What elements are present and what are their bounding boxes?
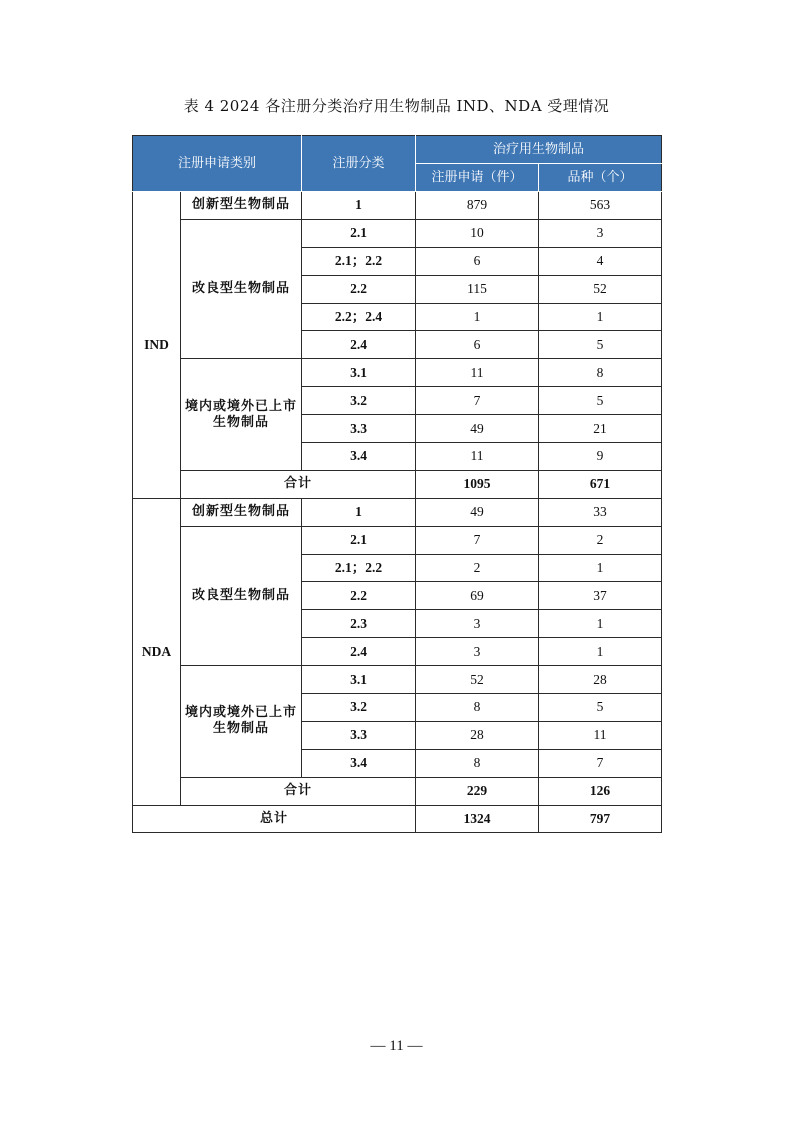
varieties-cell: 3 — [539, 219, 662, 247]
subtotal-label: 合计 — [181, 777, 416, 805]
class-cell: 1 — [302, 498, 416, 526]
class-cell: 3.4 — [302, 443, 416, 471]
ind-label: IND — [133, 192, 181, 499]
ind-category-marketed: 境内或境外已上市生物制品 — [181, 359, 302, 471]
varieties-cell: 21 — [539, 415, 662, 443]
apps-cell: 7 — [416, 526, 539, 554]
varieties-cell: 1 — [539, 303, 662, 331]
apps-cell: 2 — [416, 554, 539, 582]
varieties-cell: 11 — [539, 721, 662, 749]
nda-category-marketed: 境内或境外已上市生物制品 — [181, 666, 302, 778]
class-cell: 2.1 — [302, 526, 416, 554]
apps-cell: 52 — [416, 666, 539, 694]
apps-cell: 49 — [416, 498, 539, 526]
apps-cell: 6 — [416, 331, 539, 359]
class-cell: 3.1 — [302, 666, 416, 694]
varieties-cell: 33 — [539, 498, 662, 526]
registration-table — [132, 135, 662, 833]
class-cell: 3.1 — [302, 359, 416, 387]
nda-category-improved: 改良型生物制品 — [181, 526, 302, 665]
varieties-cell: 2 — [539, 526, 662, 554]
apps-cell: 28 — [416, 721, 539, 749]
nda-label: NDA — [133, 498, 181, 805]
table-row — [133, 359, 662, 387]
apps-cell: 1 — [416, 303, 539, 331]
apps-cell: 3 — [416, 638, 539, 666]
page-number: — 11 — — [370, 1038, 423, 1054]
class-cell: 2.2 — [302, 275, 416, 303]
varieties-cell: 9 — [539, 443, 662, 471]
class-cell: 2.3 — [302, 610, 416, 638]
class-cell: 2.2；2.4 — [302, 303, 416, 331]
apps-cell: 115 — [416, 275, 539, 303]
ind-category-improved: 改良型生物制品 — [181, 219, 302, 358]
subtotal-apps: 1095 — [416, 470, 539, 498]
apps-cell: 69 — [416, 582, 539, 610]
class-cell: 3.4 — [302, 749, 416, 777]
header-application-type: 注册申请类别 — [133, 136, 302, 192]
varieties-cell: 37 — [539, 582, 662, 610]
subtotal-varieties: 671 — [539, 470, 662, 498]
subtotal-varieties: 126 — [539, 777, 662, 805]
varieties-cell: 563 — [539, 192, 662, 220]
grand-total-apps: 1324 — [416, 805, 539, 833]
apps-cell: 11 — [416, 359, 539, 387]
varieties-cell: 28 — [539, 666, 662, 694]
apps-cell: 6 — [416, 247, 539, 275]
varieties-cell: 1 — [539, 610, 662, 638]
apps-cell: 7 — [416, 387, 539, 415]
ind-subtotal-row — [133, 470, 662, 498]
ind-category-innovative: 创新型生物制品 — [181, 192, 302, 220]
subtotal-apps: 229 — [416, 777, 539, 805]
varieties-cell: 8 — [539, 359, 662, 387]
class-cell: 2.1；2.2 — [302, 247, 416, 275]
table-row — [133, 526, 662, 554]
header-therapeutic-biologics: 治疗用生物制品 — [416, 136, 662, 164]
nda-subtotal-row — [133, 777, 662, 805]
apps-cell: 49 — [416, 415, 539, 443]
grand-total-varieties: 797 — [539, 805, 662, 833]
apps-cell: 8 — [416, 749, 539, 777]
apps-cell: 11 — [416, 443, 539, 471]
apps-cell: 10 — [416, 219, 539, 247]
class-cell: 1 — [302, 192, 416, 220]
table-caption: 表 4 2024 各注册分类治疗用生物制品 IND、NDA 受理情况 — [183, 97, 610, 115]
class-cell: 2.1；2.2 — [302, 554, 416, 582]
class-cell: 2.4 — [302, 331, 416, 359]
varieties-cell: 7 — [539, 749, 662, 777]
table-row — [133, 192, 662, 220]
grand-total-label: 总计 — [133, 805, 416, 833]
grand-total-row — [133, 805, 662, 833]
class-cell: 2.4 — [302, 638, 416, 666]
header-row-1 — [133, 136, 662, 164]
table-row — [133, 666, 662, 694]
nda-category-innovative: 创新型生物制品 — [181, 498, 302, 526]
header-registration-class: 注册分类 — [302, 136, 416, 192]
varieties-cell: 5 — [539, 694, 662, 722]
varieties-cell: 5 — [539, 387, 662, 415]
varieties-cell: 4 — [539, 247, 662, 275]
subtotal-label: 合计 — [181, 470, 416, 498]
apps-cell: 8 — [416, 694, 539, 722]
class-cell: 2.2 — [302, 582, 416, 610]
class-cell: 2.1 — [302, 219, 416, 247]
header-varieties-count: 品种（个） — [539, 164, 662, 192]
table-row — [133, 219, 662, 247]
apps-cell: 3 — [416, 610, 539, 638]
varieties-cell: 1 — [539, 554, 662, 582]
class-cell: 3.2 — [302, 694, 416, 722]
header-applications-count: 注册申请（件） — [416, 164, 539, 192]
varieties-cell: 5 — [539, 331, 662, 359]
apps-cell: 879 — [416, 192, 539, 220]
class-cell: 3.3 — [302, 721, 416, 749]
class-cell: 3.2 — [302, 387, 416, 415]
varieties-cell: 52 — [539, 275, 662, 303]
varieties-cell: 1 — [539, 638, 662, 666]
class-cell: 3.3 — [302, 415, 416, 443]
table-row — [133, 498, 662, 526]
